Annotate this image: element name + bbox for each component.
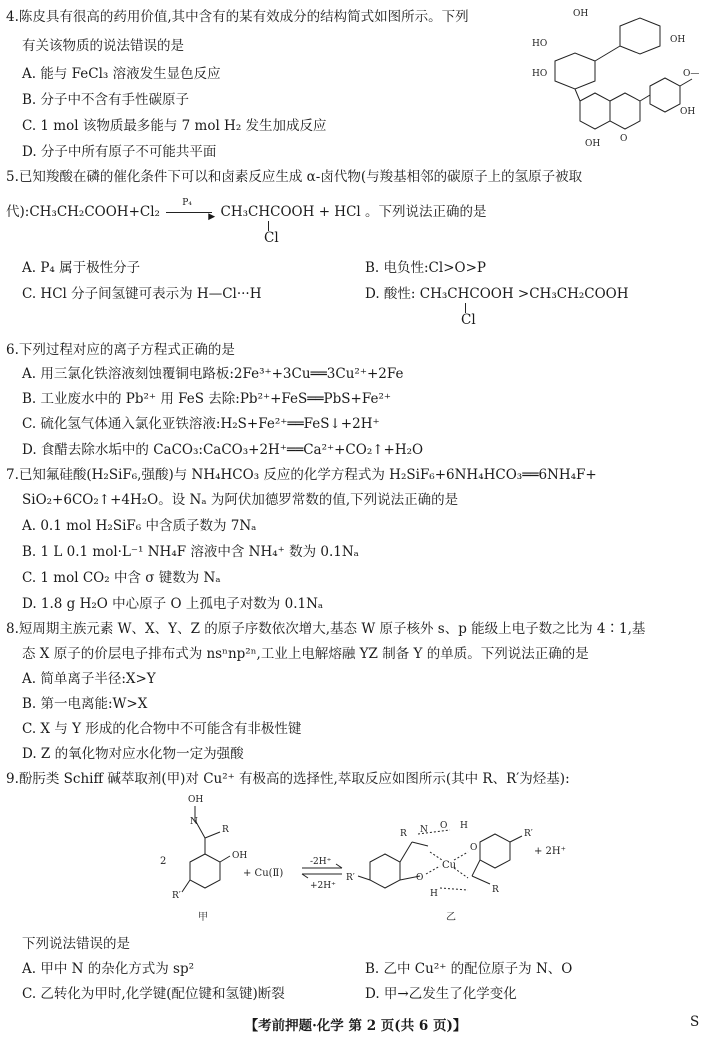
q9-product-oh: O: [440, 821, 448, 831]
q6-option-d: D. 食醋去除水垢中的 CaCO₃:CaCO₃+2H⁺══Ca²⁺+CO₂↑+H₂O: [22, 442, 424, 458]
q9-phenol-oh: OH: [232, 851, 248, 861]
q9-coefficient: 2: [160, 856, 167, 867]
q9-arrow-forward: -2H⁺: [310, 857, 332, 867]
q9-product-o-right: O: [470, 843, 478, 853]
q5-option-a: A. P₄ 属于极性分子: [22, 260, 141, 276]
q4-ome-label: O—: [683, 69, 700, 79]
q6-option-c: C. 硫化氢气体通入氯化亚铁溶液:H₂S+Fe²⁺══FeS↓+2H⁺: [22, 416, 380, 432]
q5-option-d-cl: Cl: [461, 312, 476, 328]
q9-label-jia: 甲: [198, 912, 208, 923]
q8-option-c: C. X 与 Y 形成的化合物中不可能含有非极性键: [22, 721, 302, 737]
q8-option-b: B. 第一电离能:W>X: [22, 696, 148, 712]
q9-product-cu: Cu: [442, 860, 457, 871]
q4-ho-label-2: HO: [532, 69, 548, 79]
q9-option-c: C. 乙转化为甲时,化学键(配位键和氢键)断裂: [22, 986, 285, 1002]
q6-option-a: A. 用三氯化铁溶液刻蚀覆铜电路板:2Fe³⁺+3Cu══3Cu²⁺+2Fe: [22, 366, 404, 382]
q4-oh-label-1: OH: [573, 9, 589, 19]
q9-sub-stem: 下列说法错误的是: [22, 936, 130, 952]
q9-product-plus-h: + 2H⁺: [534, 846, 566, 857]
q9-product-h: H: [460, 821, 468, 831]
q9-reaction-scheme: [150, 792, 610, 932]
q4-o-label: O: [620, 134, 628, 144]
q7-stem-line1: 7.已知氟硅酸(H₂SiF₆,强酸)与 NH₄HCO₃ 反应的化学方程式为 H₂SiF₆+6NH₄HCO₃══6NH₄F+: [6, 467, 597, 483]
q6-stem: 6.下列过程对应的离子方程式正确的是: [6, 342, 235, 358]
q5-stem-line1: 5.已知羧酸在磷的催化条件下可以和卤素反应生成 α-卤代物(与羧基相邻的碳原子上的氢原子被取: [6, 169, 583, 185]
q9-r-label: R: [222, 825, 229, 835]
q6-option-b: B. 工业废水中的 Pb²⁺ 用 FeS 去除:Pb²⁺+FeS══PbS+Fe²⁺: [22, 391, 391, 407]
q8-option-a: A. 简单离子半径:X>Y: [22, 671, 156, 687]
q9-n-label: N: [190, 817, 198, 827]
q4-option-a: A. 能与 FeCl₃ 溶液发生显色反应: [22, 66, 221, 82]
q9-product-r: R: [400, 829, 407, 839]
q9-option-b: B. 乙中 Cu²⁺ 的配位原子为 N、O: [365, 961, 573, 977]
q4-oh-label-3: OH: [680, 107, 696, 117]
q5-products: CH₃CHCOOH + HCl 。下列说法正确的是: [220, 204, 487, 220]
q4-stem-line2: 有关该物质的说法错误的是: [22, 38, 184, 54]
q9-option-a: A. 甲中 N 的杂化方式为 sp²: [22, 961, 194, 977]
q5-option-c: C. HCl 分子间氢键可表示为 H—Cl···H: [22, 286, 262, 302]
q9-product-r-lower: R: [492, 885, 499, 895]
q4-oh-label-2: OH: [670, 35, 686, 45]
q5-catalyst: P₄: [182, 198, 192, 208]
q9-plus-cu: + Cu(Ⅱ): [243, 868, 284, 879]
q5-reactants: 代):CH₃CH₂COOH+Cl₂: [6, 204, 160, 220]
q4-oh-label-4: OH: [585, 139, 601, 149]
q5-stem-line2: [6, 198, 487, 222]
q4-option-b: B. 分子中不含有手性碳原子: [22, 92, 190, 108]
q9-oh-label: OH: [188, 795, 204, 805]
q7-stem-line2: SiO₂+6CO₂↑+4H₂O。设 Nₐ 为阿伏加德罗常数的值,下列说法正确的是: [22, 492, 459, 508]
q5-option-b: B. 电负性:Cl>O>P: [365, 260, 486, 276]
q9-product-o-left: O: [416, 873, 424, 883]
q9-r1-label: R′: [172, 891, 181, 901]
q8-stem-line2: 态 X 原子的价层电子排布式为 nsⁿnp²ⁿ,工业上电解熔融 YZ 制备 Y 的单质。下列说法正确的是: [22, 646, 589, 662]
q7-option-a: A. 0.1 mol H₂SiF₆ 中含质子数为 7Nₐ: [22, 518, 257, 534]
q9-product-n: N: [420, 825, 428, 835]
q8-option-d: D. Z 的氧化物对应水化物一定为强酸: [22, 746, 244, 762]
q7-option-d: D. 1.8 g H₂O 中心原子 O 上孤电子对数为 0.1Nₐ: [22, 596, 324, 612]
q5-cl-substituent: Cl: [264, 230, 279, 246]
q5-option-d: D. 酸性: CH₃CHCOOH >CH₃CH₂COOH: [365, 286, 629, 302]
page-footer-mark: S: [690, 1014, 700, 1030]
q9-label-yi: 乙: [446, 912, 456, 923]
q5-arrow: P₄ ▶: [164, 203, 216, 221]
page-footer: 【考前押题·化学 第 2 页(共 6 页)】: [244, 1018, 467, 1034]
q4-structure-diagram: [520, 6, 710, 156]
q9-product-r1-left: R′: [346, 873, 355, 883]
q9-stem: 9.酚肟类 Schiff 碱萃取剂(甲)对 Cu²⁺ 有极高的选择性,萃取反应如图所示(其中 R、R′为烃基):: [6, 771, 570, 787]
q4-option-c: C. 1 mol 该物质最多能与 7 mol H₂ 发生加成反应: [22, 118, 327, 134]
q9-product-h-lower: H: [430, 889, 438, 899]
q4-option-d: D. 分子中所有原子不可能共平面: [22, 144, 217, 160]
q9-arrow-reverse: +2H⁺: [310, 881, 336, 891]
q7-option-c: C. 1 mol CO₂ 中含 σ 键数为 Nₐ: [22, 570, 221, 586]
q4-stem-line1: 4.陈皮具有很高的药用价值,其中含有的某有效成分的结构简式如图所示。下列: [6, 9, 469, 25]
q9-option-d: D. 甲→乙发生了化学变化: [365, 986, 517, 1002]
q7-option-b: B. 1 L 0.1 mol·L⁻¹ NH₄F 溶液中含 NH₄⁺ 数为 0.1Nₐ: [22, 544, 359, 560]
q9-product-r1-right: R′: [524, 829, 533, 839]
q8-stem-line1: 8.短周期主族元素 W、X、Y、Z 的原子序数依次增大,基态 W 原子核外 s、p 能级上电子数之比为 4∶1,基: [6, 621, 646, 637]
q4-ho-label-1: HO: [532, 39, 548, 49]
